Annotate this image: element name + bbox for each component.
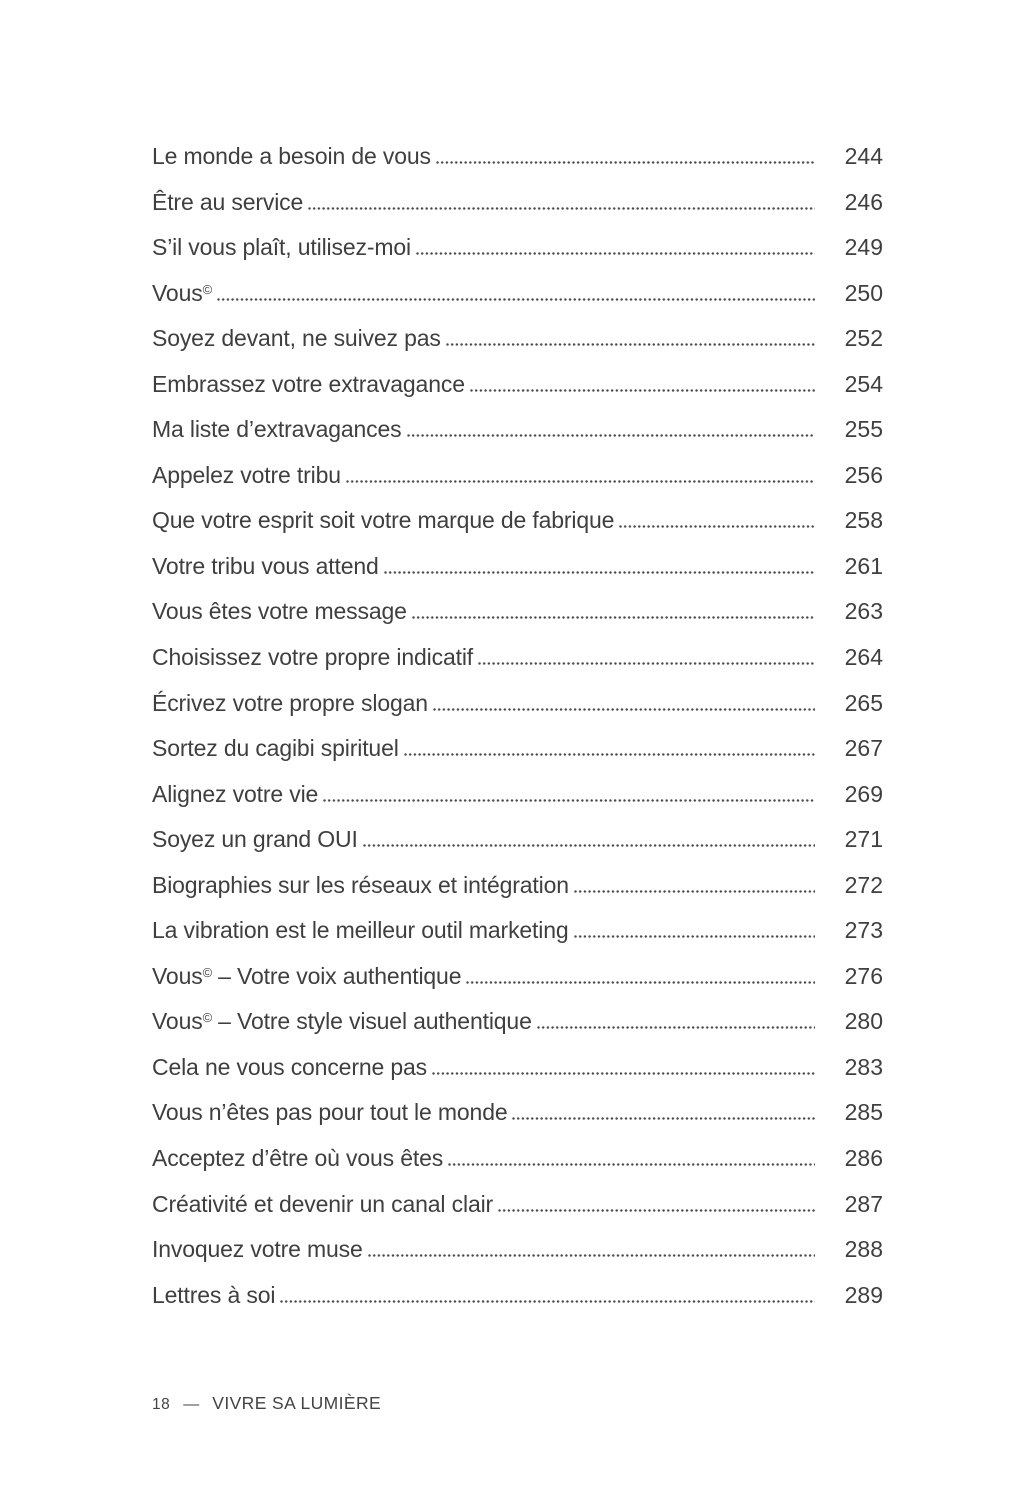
toc-entry — [152, 189, 883, 235]
toc-entry-page-number: 286 — [844, 1145, 883, 1172]
dot-leader — [416, 252, 815, 255]
toc-entry-title-text: S’il vous plaît, utilisez-moi — [152, 234, 411, 261]
toc-entry-page-number: 271 — [844, 826, 883, 853]
toc-entry-title-superscript: © — [202, 964, 212, 980]
toc-entry-page-number: 255 — [844, 416, 883, 443]
toc-entry — [152, 598, 883, 644]
dot-leader — [446, 343, 815, 346]
footer-page-number: 18 — [152, 1396, 171, 1414]
dot-leader — [498, 1209, 815, 1212]
toc-entry — [152, 280, 883, 326]
toc-entry-page-number: 258 — [844, 507, 883, 534]
toc-entry — [152, 462, 883, 508]
toc-entry-title — [152, 462, 341, 489]
toc-entry-page-number: 280 — [844, 1008, 883, 1035]
toc-entry-title — [152, 735, 399, 762]
toc-entry-page-number: 256 — [844, 461, 883, 488]
toc-entry — [152, 826, 883, 872]
toc-entry — [152, 872, 883, 918]
toc-entry-title-superscript: © — [202, 281, 212, 297]
toc-entry-page-number: 263 — [844, 598, 883, 625]
dot-leader — [323, 799, 815, 802]
dot-leader — [574, 890, 815, 893]
toc-entry-title — [152, 1099, 507, 1126]
toc-entry — [152, 371, 883, 417]
toc-entry-title-text: Biographies sur les réseaux et intégration — [152, 871, 569, 898]
dot-leader — [619, 525, 815, 528]
toc-entry — [152, 143, 883, 189]
dot-leader — [470, 389, 815, 392]
dot-leader — [448, 1163, 815, 1166]
toc-entry-title-text: Le monde a besoin de vous — [152, 143, 431, 169]
toc-entry-page-number: 264 — [844, 644, 883, 671]
toc-entry-title — [152, 917, 569, 944]
toc-entry-title — [152, 507, 614, 534]
page-footer — [152, 1393, 883, 1414]
toc-entry — [152, 1145, 883, 1191]
toc-entry-title — [152, 690, 428, 717]
toc-entry-page-number: 283 — [844, 1053, 883, 1080]
toc-entry — [152, 963, 883, 1009]
toc-entry-page-number: 252 — [844, 325, 883, 352]
toc-entry-page-number: 272 — [844, 871, 883, 898]
toc-entry-title-text: Choisissez votre propre indicatif — [152, 644, 474, 671]
toc-entry-title-superscript: © — [202, 1010, 212, 1026]
toc-entry-title — [152, 872, 569, 899]
toc-entry — [152, 325, 883, 371]
toc-entry — [152, 1054, 883, 1100]
dot-leader — [407, 434, 815, 437]
toc-entry-title — [152, 1282, 275, 1309]
toc-entry — [152, 781, 883, 827]
toc-entry-page-number: 289 — [844, 1281, 883, 1308]
toc-entry-title — [152, 1145, 443, 1172]
toc-entry-page-number: 287 — [844, 1190, 883, 1217]
dot-leader — [384, 571, 815, 574]
toc-entry-title-text: Créativité et devenir un canal clair — [152, 1190, 494, 1217]
toc-entry-title-text: Vous — [152, 279, 203, 306]
dot-leader — [432, 1072, 815, 1075]
toc-entry-title-rest: – Votre style visuel authentique — [211, 1008, 532, 1035]
toc-entry-title — [152, 1054, 427, 1081]
dot-leader — [433, 708, 815, 711]
toc-entry — [152, 1099, 883, 1145]
toc-entry — [152, 690, 883, 736]
toc-entry-title — [152, 1236, 363, 1263]
dot-leader — [217, 298, 815, 301]
toc-entry — [152, 553, 883, 599]
toc-entry-title-text: Invoquez votre muse — [152, 1236, 363, 1263]
toc-entry — [152, 735, 883, 781]
toc-entry-title — [152, 781, 318, 808]
toc-entry — [152, 507, 883, 553]
toc-entry — [152, 1282, 883, 1328]
toc-entry-title-text: Vous — [152, 962, 203, 989]
dot-leader — [574, 935, 815, 938]
dot-leader — [478, 662, 815, 665]
toc-entry-page-number: 267 — [844, 735, 883, 762]
toc-entry-page-number: 265 — [844, 689, 883, 716]
toc-entry-page-number: 246 — [844, 188, 883, 215]
toc-entry — [152, 1008, 883, 1054]
toc-entry-page-number: 244 — [844, 143, 883, 169]
toc-entry-title — [152, 280, 212, 307]
dot-leader — [537, 1026, 815, 1029]
toc-entry-title-text: Vous êtes votre message — [152, 598, 407, 625]
toc-entry-title — [152, 189, 303, 216]
toc-entry-title — [152, 826, 358, 853]
toc-entry-title — [152, 598, 407, 625]
toc-entry-title-rest: – Votre voix authentique — [211, 962, 462, 989]
dot-leader — [436, 161, 815, 164]
toc-entry-title — [152, 1191, 493, 1218]
toc-entry-page-number: 249 — [844, 234, 883, 261]
dot-leader — [363, 844, 815, 847]
toc-entry — [152, 917, 883, 963]
dot-leader — [368, 1254, 815, 1257]
toc-entry-page-number: 288 — [844, 1236, 883, 1263]
footer-book-title: VIVRE SA LUMIÈRE — [212, 1393, 382, 1414]
toc-entry-title — [152, 644, 473, 671]
toc-entry-title-text: Appelez votre tribu — [152, 461, 341, 488]
toc-entry-title-text: Lettres à soi — [152, 1281, 276, 1308]
toc-entry-page-number: 254 — [844, 370, 883, 397]
toc-entry-page-number: 269 — [844, 780, 883, 807]
toc-entry-title-text: Cela ne vous concerne pas — [152, 1053, 427, 1080]
table-of-contents — [152, 143, 883, 1327]
dot-leader — [412, 616, 815, 619]
toc-entry-title-text: Être au service — [152, 188, 304, 215]
toc-entry — [152, 1236, 883, 1282]
toc-entry-page-number: 273 — [844, 917, 883, 944]
toc-entry — [152, 234, 883, 280]
toc-entry-title — [152, 234, 411, 261]
toc-entry-title — [152, 963, 461, 990]
toc-entry — [152, 1191, 883, 1237]
toc-entry-title — [152, 416, 402, 443]
toc-entry-page-number: 276 — [844, 962, 883, 989]
dot-leader — [346, 480, 815, 483]
toc-entry-title-text: Que votre esprit soit votre marque de fabrique — [152, 507, 615, 534]
dot-leader — [280, 1300, 815, 1303]
toc-entry — [152, 416, 883, 462]
toc-entry-title — [152, 553, 379, 580]
toc-entry-title-text: Embrassez votre extravagance — [152, 370, 465, 397]
toc-entry-title-text: Votre tribu vous attend — [152, 552, 379, 579]
toc-entry-title-text: Soyez un grand OUI — [152, 826, 358, 853]
toc-entry-title-text: Alignez votre vie — [152, 780, 319, 807]
toc-entry-title — [152, 371, 465, 398]
toc-entry-title-text: Sortez du cagibi spirituel — [152, 735, 399, 762]
dot-leader — [308, 207, 815, 210]
toc-entry-page-number: 250 — [844, 279, 883, 306]
dot-leader — [466, 981, 815, 984]
toc-entry — [152, 644, 883, 690]
toc-entry-title — [152, 325, 441, 352]
toc-entry-title-text: Soyez devant, ne suivez pas — [152, 325, 441, 352]
toc-entry-title-text: Écrivez votre propre slogan — [152, 689, 428, 716]
footer-separator-dash: — — [183, 1396, 200, 1414]
toc-entry-title-text: La vibration est le meilleur outil marketing — [152, 917, 569, 944]
dot-leader — [512, 1117, 815, 1120]
toc-entry-title-text: Vous — [152, 1008, 203, 1035]
toc-entry-title-text: Ma liste d’extravagances — [152, 416, 402, 443]
toc-entry-title-text: Acceptez d’être où vous êtes — [152, 1145, 444, 1172]
toc-entry-title-text: Vous n’êtes pas pour tout le monde — [152, 1099, 508, 1126]
toc-entry-title — [152, 1008, 532, 1035]
toc-entry-page-number: 285 — [844, 1099, 883, 1126]
toc-entry-page-number: 261 — [844, 552, 883, 579]
dot-leader — [404, 753, 815, 756]
toc-entry-title — [152, 143, 431, 170]
